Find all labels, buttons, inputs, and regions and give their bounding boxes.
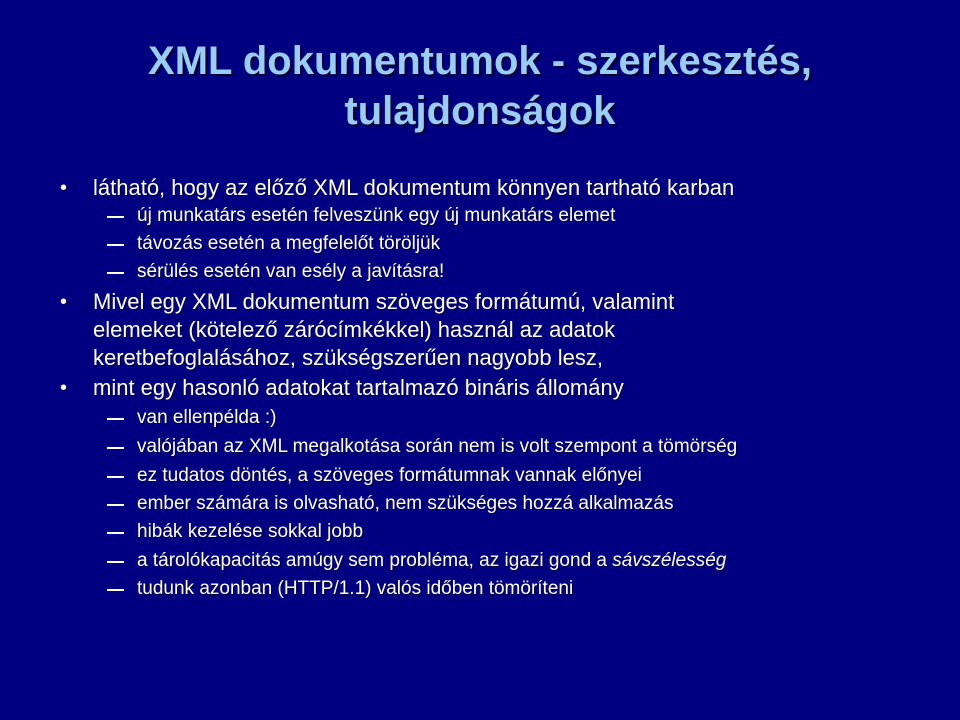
slide-title-line-1: XML dokumentumok - szerkesztés, (148, 39, 812, 83)
sub-item-text: új munkatárs esetén felveszünk egy új munkatárs elemet (137, 205, 616, 226)
sub-item-text: hibák kezelése sokkal jobb (137, 521, 364, 542)
sub-item-text: ez tudatos döntés, a szöveges formátumnak vannak előnyei (137, 465, 642, 486)
bullet-text: mint egy hasonló adatokat tartalmazó bináris állomány (93, 375, 624, 400)
slide-title (0, 36, 960, 136)
dash-icon (107, 561, 124, 563)
bullet-icon: • (60, 177, 68, 199)
dash-icon (107, 418, 124, 420)
dash-icon (107, 447, 124, 449)
dash-icon (107, 216, 124, 218)
sub-item-text: van ellenpélda :) (137, 407, 277, 428)
dash-icon (107, 476, 124, 478)
sub-item-text: valójában az XML megalkotása során nem is volt szempont a tömörség (137, 436, 738, 457)
sub-item-text: ember számára is olvasható, nem szükséges hozzá alkalmazás (137, 493, 674, 514)
bullet-text: látható, hogy az előző XML dokumentum könnyen tartható karban (93, 175, 735, 200)
sub-item-text-main: a tárolókapacitás amúgy sem probléma, az igazi gond a (137, 550, 613, 571)
sub-item-text (137, 548, 726, 574)
bullet-text: keretbefoglalásához, szükségszerűen nagyobb lesz, (93, 345, 603, 370)
bullet-text: elemeket (kötelező zárócímkékkel) használ az adatok (93, 317, 616, 342)
sub-item-text: sérülés esetén van esély a javításra! (137, 261, 445, 282)
dash-icon (107, 504, 124, 506)
slide-title-line-2: tulajdonságok (344, 89, 616, 133)
bullet-icon: • (60, 377, 68, 399)
bullet-text: Mivel egy XML dokumentum szöveges formátumú, valamint (93, 289, 675, 314)
bullet-icon: • (60, 291, 68, 313)
dash-icon (107, 244, 124, 246)
dash-icon (107, 272, 124, 274)
dash-icon (107, 589, 124, 591)
emphasis-text: sávszélesség (612, 550, 727, 571)
dash-icon (107, 532, 124, 534)
sub-item-text: tudunk azonban (HTTP/1.1) valós időben tömöríteni (137, 578, 574, 599)
sub-item-text: távozás esetén a megfelelőt töröljük (137, 233, 441, 254)
